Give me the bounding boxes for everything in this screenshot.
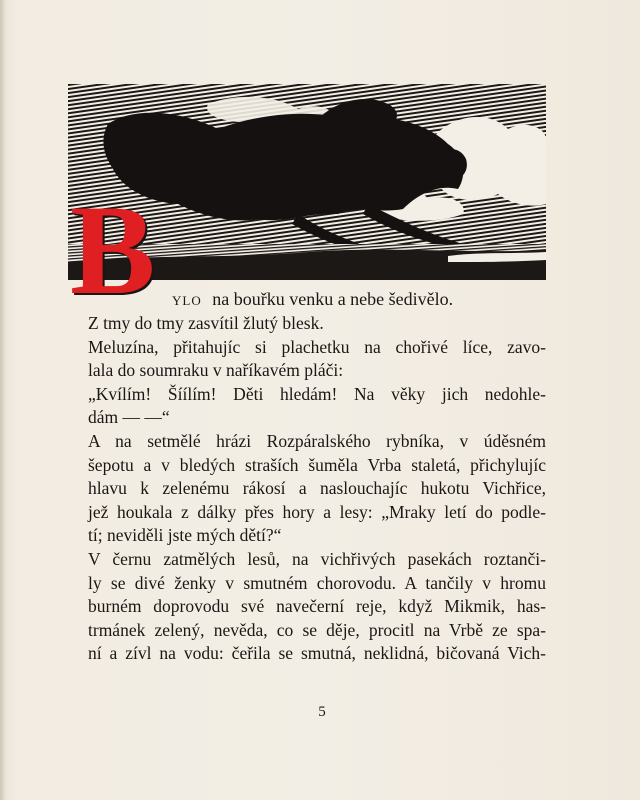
text-line: Z tmy do tmy zasvítil žlutý blesk.	[88, 313, 324, 333]
page-number: 5	[318, 704, 326, 720]
page-fold-shadow	[0, 0, 6, 800]
drop-cap: B	[70, 179, 156, 321]
body-text	[88, 312, 546, 666]
text-line: trmánek zelený, nevěda, co se děje, procitl na Vrbě ze spa-	[88, 619, 546, 640]
text-line: dám — —“	[88, 407, 170, 428]
text-line: ní a zívl na vodu: čeřila se smutná, neklidná, bičovaná Vich-	[88, 643, 546, 664]
text-line: šepotu a v bledých straších šuměla Vrba staletá, přichylujíc	[88, 454, 546, 475]
first-line-smallcaps: YLO	[172, 293, 202, 308]
text-line: jež houkala z dálky přes hory a lesy: „Mraky letí do podle-	[88, 501, 546, 522]
text-line: „Kvílím! Šíílím! Děti hledám! Na věky jich nedohle-	[88, 383, 546, 404]
text-line: Meluzína, přitahujíc si plachetku na chořivé líce, zavo-	[88, 336, 546, 357]
text-line: V černu zatmělých lesů, na vichřivých pasekách roztanči-	[88, 548, 546, 569]
text-line: lala do soumraku v naříkavém pláči:	[88, 360, 344, 381]
first-line	[172, 288, 453, 312]
text-line: hlavu k zelenému rákosí a naslouchajíc hukotu Vichřice,	[88, 478, 546, 499]
first-line-rest: na bouřku venku a nebe šedivělo.	[212, 289, 454, 309]
text-line: burném doprovodu své navečerní reje, když Mikmik, has-	[88, 596, 546, 617]
text-line: tí; neviděli jste mých dětí?“	[88, 525, 282, 546]
text-line: A na setmělé hrázi Rozpáralského rybníka, v úděsném	[88, 430, 546, 451]
text-line: ly se divé ženky v smutném chorovodu. A tančily v hromu	[88, 572, 546, 593]
